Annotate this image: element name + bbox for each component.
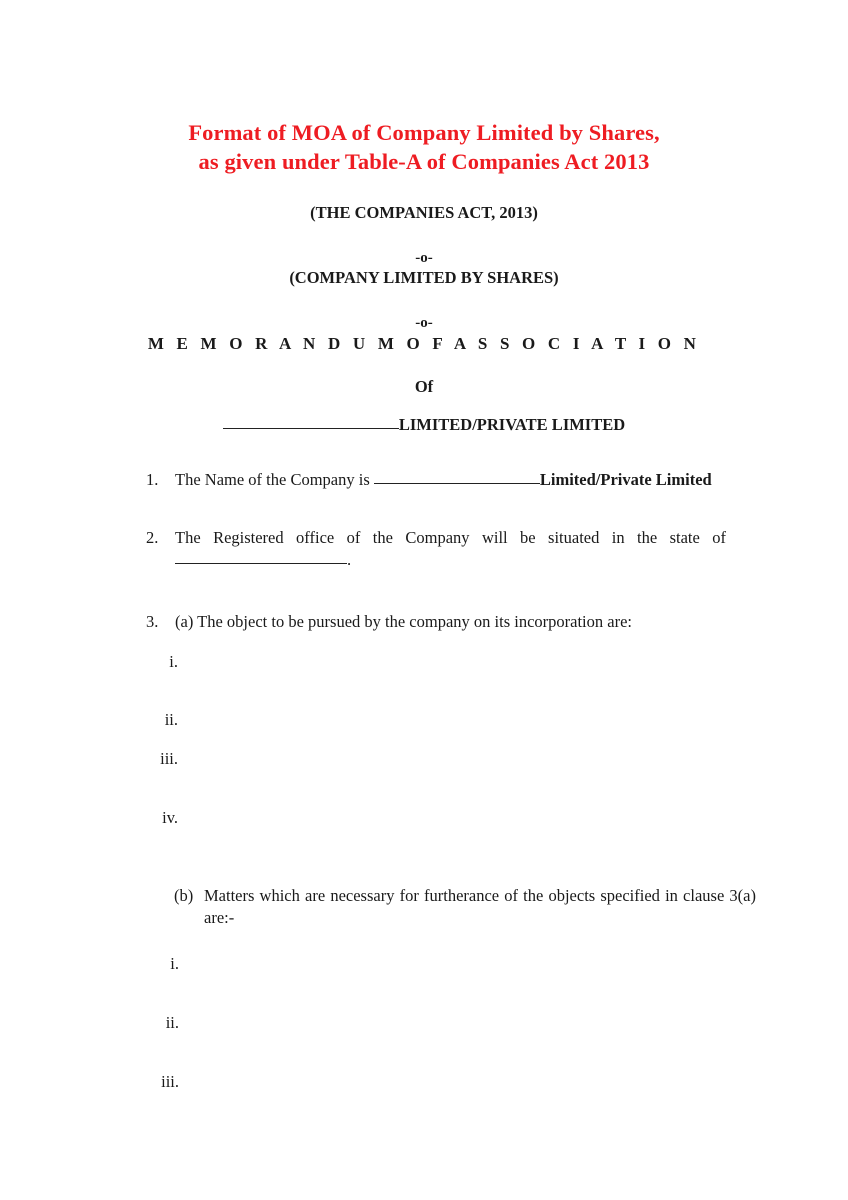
clause-1-text-before: The Name of the Company is <box>175 470 374 489</box>
clause-3a-marker-i: i. <box>169 652 178 671</box>
separator-ornament-2: -o- <box>415 315 433 331</box>
clause-3a-marker-ii: ii. <box>164 710 178 729</box>
list-item[interactable] <box>146 1071 726 1093</box>
of-label: Of <box>414 377 434 396</box>
spacer <box>124 355 724 377</box>
clause-3a-label: (a) <box>175 612 194 631</box>
list-item[interactable] <box>146 651 726 673</box>
clause-3b-marker-ii: ii. <box>165 1013 179 1032</box>
spacer <box>124 223 724 249</box>
clause-2-text-after: . <box>347 550 352 569</box>
clause-3b-item-list <box>146 953 726 1093</box>
company-name-heading <box>124 415 724 435</box>
clause-3b-text: Matters which are necessary for furtherance of the objects specified in clause 3(a) are:- <box>204 886 756 927</box>
clause-2-text <box>175 527 726 571</box>
clause-3b <box>174 885 756 929</box>
clause-3b-label: (b) <box>174 886 194 905</box>
document-header <box>124 203 724 435</box>
clause-1-suffix: Limited/Private Limited <box>539 470 712 489</box>
spacer <box>124 288 724 314</box>
clause-3a-marker-iii: iii. <box>160 749 178 768</box>
company-name-suffix: LIMITED/PRIVATE LIMITED <box>398 415 626 434</box>
page-title-line-2: as given under Table-A of Companies Act 2013 <box>198 149 650 174</box>
clause-3b-marker-iii: iii. <box>161 1072 179 1091</box>
clause-3 <box>146 611 726 633</box>
clause-3b-marker-i: i. <box>170 954 179 973</box>
list-item[interactable] <box>146 807 726 829</box>
clause-list <box>146 469 756 1093</box>
clause-3-number: 3. <box>146 612 159 631</box>
clause-2 <box>146 527 726 571</box>
clause-2-number: 2. <box>146 528 159 547</box>
list-item[interactable] <box>146 748 726 770</box>
spacer <box>124 397 724 415</box>
clause-1-text <box>175 469 726 491</box>
clause-1-number: 1. <box>146 470 159 489</box>
clause-3a-line <box>175 611 726 633</box>
companies-act-line: (THE COMPANIES ACT, 2013) <box>310 203 538 222</box>
list-item[interactable] <box>146 953 726 975</box>
clause-3a-text: The object to be pursued by the company on its incorporation are: <box>197 612 632 631</box>
page-title <box>124 118 724 176</box>
company-name-blank[interactable] <box>223 428 399 429</box>
clause-1-name-blank[interactable] <box>374 483 540 484</box>
clause-3a-marker-iv: iv. <box>162 808 178 827</box>
memorandum-of-association-heading: M E M O R A N D U M O F A S S O C I A T I O N <box>147 334 701 353</box>
clause-2-text-before: The Registered office of the Company will be situated in the state of <box>175 528 726 547</box>
list-item[interactable] <box>146 709 726 731</box>
separator-ornament-1: -o- <box>415 250 433 266</box>
clause-3a-item-list <box>146 651 726 829</box>
company-type-line: (COMPANY LIMITED BY SHARES) <box>289 268 559 287</box>
clause-1 <box>146 469 726 491</box>
clause-2-state-blank[interactable] <box>175 563 347 564</box>
list-item[interactable] <box>146 1012 726 1034</box>
page-title-line-1: Format of MOA of Company Limited by Shares, <box>188 120 660 145</box>
